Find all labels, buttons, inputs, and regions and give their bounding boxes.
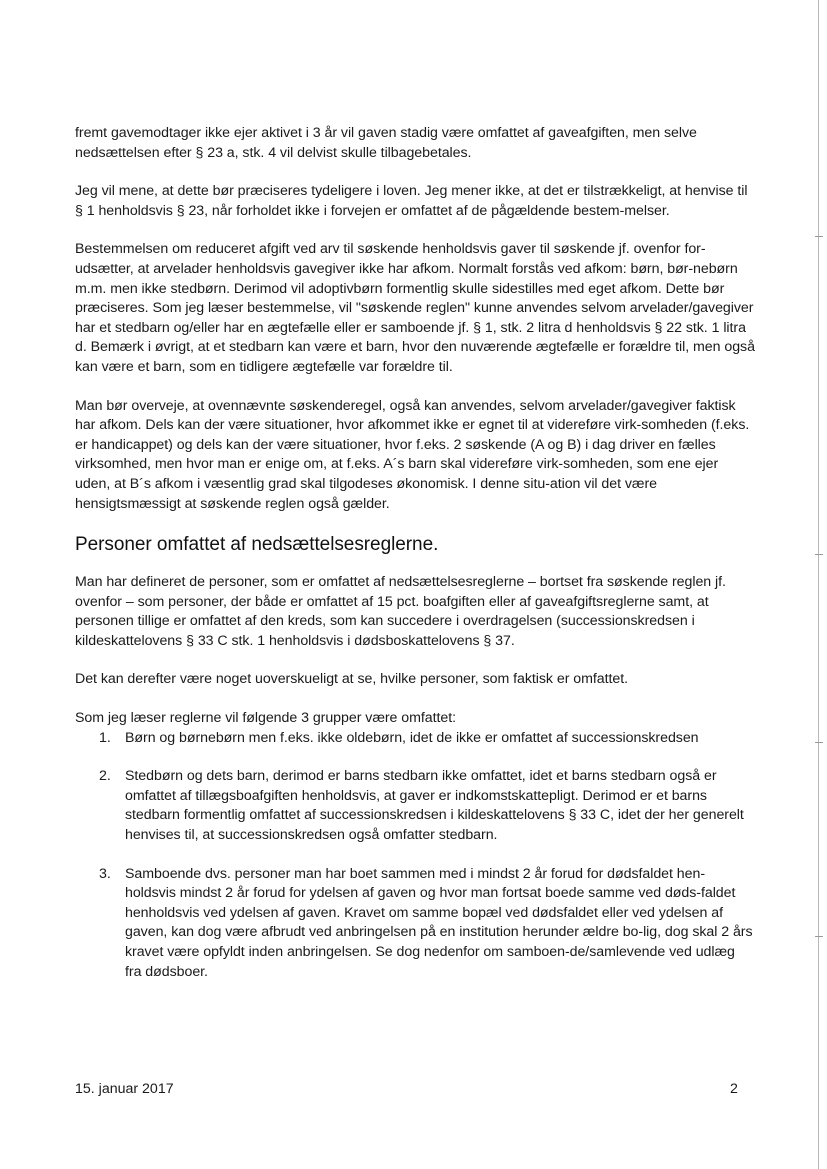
footer-date: 15. januar 2017 <box>75 1081 174 1097</box>
list-item-number: 1. <box>99 729 111 746</box>
scan-edge-tick <box>815 742 823 743</box>
page-number: 2 <box>730 1081 738 1097</box>
list-item-text: Børn og børnebørn men f.eks. ikke oldebørn, idet de ikke er omfattet af successionskredsen <box>125 729 699 746</box>
page-body <box>75 124 755 1001</box>
paragraph-continuation: fremt gavemodtager ikke ejer aktivet i 3 år vil gaven stadig være omfattet af gaveafgiften, men selve nedsættelsen efter § 23 a, stk. 4 vil delvist skulle tilbagebetales. <box>75 125 697 161</box>
list-item-number: 2. <box>99 768 111 785</box>
paragraph-siblings-rule: Bestemmelsen om reduceret afgift ved arv til søskende henholdsvis gaver til søskende jf. ovenfor for-udsætter, at arvelader henholdsvis gavegiver ikke har afkom. Normalt forstås ved afkom: børn, bør-nebørn m.m. men ikke stedbørn. Derimod vil adoptivbørn formentlig skulle sidestilles med eget afkom. Dette bør præciseres. Som jeg læser bestemmelse, vil "søskende reglen" kunne anvendes selvom arvelader/gavegiver har et stedbarn og/eller har en ægtefælle eller er samboende jf. § 1, stk. 2 litra d henholdsvis § 22 stk. 1 litra d. Bemærk i øvrigt, at et stedbarn kan være et barn, hvor den nuværende ægtefælle er forældre til, men også kan være et barn, som en tidligere ægtefælle var forældre til. <box>75 241 755 375</box>
list-item-number: 3. <box>99 865 111 882</box>
groups-list <box>75 729 755 983</box>
paragraph-consider: Man bør overveje, at ovennævnte søskenderegel, også kan anvendes, selvom arvelader/gavegiver faktisk har afkom. Dels kan der være situationer, hvor afkommet ikke er egnet til at videreføre virk-somheden (f.eks. er handicappet) og dels kan der være situationer, hvor f.eks. 2 søskende (A og B) i dag driver en fælles virksomhed, men hvor man er enige om, at f.eks. A´s barn skal videreføre virk-somheden, som ene ejer uden, at B´s afkom i væsentlig grad skal tilgodeses økonomisk. I denne situ-ation vil det være hensigtsmæssigt at søskende reglen også gælder. <box>75 397 750 512</box>
list-item <box>75 865 755 983</box>
scan-edge-tick <box>815 236 823 237</box>
scan-edge-line <box>818 0 819 1169</box>
list-item <box>75 767 755 845</box>
list-item <box>75 729 755 749</box>
scan-edge-tick <box>815 554 823 555</box>
list-intro: Som jeg læser reglerne vil følgende 3 grupper være omfattet: <box>75 710 457 727</box>
section-heading: Personer omfattet af nedsættelsesreglerne. <box>75 534 439 556</box>
scan-edge-tick <box>815 936 823 937</box>
paragraph-overview: Det kan derefter være noget uoverskueligt at se, hvilke personer, som faktisk er omfattet. <box>75 671 629 688</box>
list-item-text: Samboende dvs. personer man har boet sammen med i mindst 2 år forud for dødsfaldet hen-holdsvis mindst 2 år forud for ydelsen af gaven og hvor man fortsat boede samme ved døds-faldet henholdsvis ved ydelsen af gaven. Kravet om samme bopæl ved dødsfaldet eller ved ydelsen af gaven, kan dog være afbrudt ved anbringelsen på en institution herunder ældre bo-lig, dog skal 2 års kravet være opfyldt inden anbringelsen. Se dog nedenfor om samboen-de/samlevende ved udlæg fra dødsboer. <box>125 865 753 980</box>
paragraph-precision: Jeg vil mene, at dette bør præciseres tydeligere i loven. Jeg mener ikke, at det er tilstrækkeligt, at henvise til § 1 henholdsvis § 23, når forholdet ikke i forvejen er omfattet af de pågældende bestem-melser. <box>75 183 748 219</box>
paragraph-definition: Man har defineret de personer, som er omfattet af nedsættelsesreglerne – bortset fra søskende reglen jf. ovenfor – som personer, der både er omfattet af 15 pct. boafgiften eller af gaveafgiftsreglerne samt, at personen tillige er omfattet af den kreds, som kan succedere i overdragelsen (successionskredsen i kildeskattelovens § 33 C stk. 1 henholdsvis i dødsboskattelovens § 37. <box>75 574 726 649</box>
list-item-text: Stedbørn og dets barn, derimod er barns stedbarn ikke omfattet, idet et barns stedbarn også er omfattet af tillægsboafgiften henholdsvis, at gaver er indkomstskattepligt. Derimod er et barns stedbarn formentlig omfattet af successionskredsen i kildeskattelovens § 33 C, idet der her generelt henvises til, at successionskredsen også omfatter stedbarn. <box>125 768 744 844</box>
